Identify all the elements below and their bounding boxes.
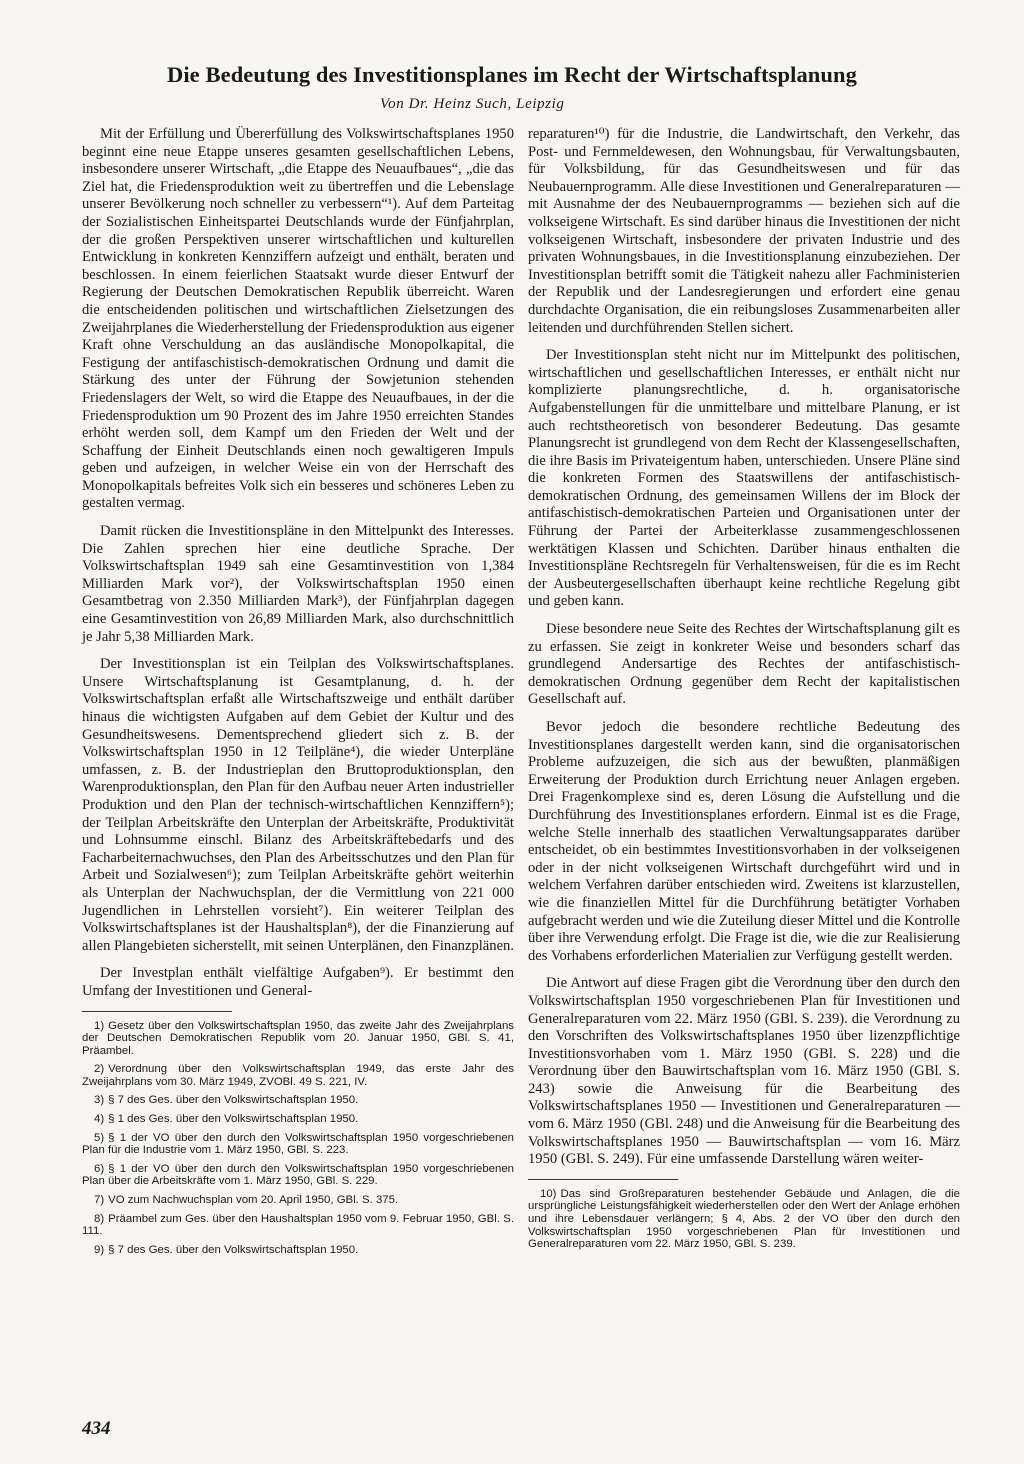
footnote: 9) § 7 des Ges. über den Volkswirtschaftsplan 1950.: [94, 1243, 359, 1256]
article-title: Die Bedeutung des Investitionsplanes im Recht der Wirtschaftsplanung: [166, 62, 857, 87]
footnote-divider: [82, 1011, 232, 1012]
footnote: 5) § 1 der VO über den durch den Volkswirtschaftsplan 1950 vorgeschriebenen Plan für die Industrie vom 1. März 1950, GBl. S. 223.: [82, 1131, 514, 1157]
footnote: 8) Präambel zum Ges. über den Haushaltsplan 1950 vom 9. Februar 1950, GBl. S. 111.: [82, 1212, 514, 1238]
right-column: [528, 126, 960, 1257]
footnote: 3) § 7 des Ges. über den Volkswirtschaftsplan 1950.: [94, 1094, 359, 1107]
paragraph: Damit rücken die Investitionspläne in den Mittelpunkt des Interesses. Die Zahlen sprechen hier eine deutliche Sprache. Der Volkswirtschaftsplan 1949 sah eine Gesamtinvestition von 1,384 Milliarden Mark vor²), der Volkswirtschaftsplan 1950 einen Gesamtbetrag von 2.350 Milliarden Mark³), der Fünfjahrplan dagegen eine Gesamtinvestition von 26,89 Milliarden Mark, also durchschnittlich je Jahr 5,38 Milliarden Mark.: [82, 523, 514, 645]
paragraph: Diese besondere neue Seite des Rechtes der Wirtschaftsplanung gilt es zu erfassen. Sie zeigt in konkreter Weise und besonders scharf das grundlegend Andersartige des Rechtes der antifaschistisch-demokratischen Ordnung gegenüber dem Recht der kapitalistischen Gesellschaft auf.: [528, 621, 960, 708]
footnote: 1) Gesetz über den Volkswirtschaftsplan 1950, das zweite Jahr des Zweijahrplans der Deutschen Demokratischen Republik vom 20. Januar 1950, GBl. S. 41, Präambel.: [82, 1019, 514, 1057]
paragraph: Die Antwort auf diese Fragen gibt die Verordnung über den durch den Volkswirtschaftsplan 1950 vorgeschriebenen Plan für Investitionen und Generalreparaturen vom 22. März 1950 (GBl. S. 239). die Verordnung zu den Vorschriften des Volkswirtschaftsplanes 1950 über lizenzpflichtige Investitionsvorhaben vom 1. März 1950 (GBl. S. 228) und die Verordnung über den Bauwirtschaftsplan vom 16. März 1950 (GBl. S. 243) sowie die Anweisung für die Bearbeitung des Volkswirtschaftsplanes 1950 — Investitionen und Generalreparaturen — vom 6. März 1950 (GBl. 248) und die Anweisung für die Bearbeitung des Volkswirtschaftsplanes 1950 — Bauwirtschaftsplan — vom 16. März 1950 (GBl. S. 249). Für eine umfassende Darstellung wären weiter-: [528, 975, 960, 1168]
footnote: 7) VO zum Nachwuchsplan vom 20. April 1950, GBl. S. 375.: [94, 1194, 399, 1207]
footnote: 2) Verordnung über den Volkswirtschaftsplan 1949, das erste Jahr des Zweijahrplans vom 30. März 1949, ZVOBl. 49 S. 221, IV.: [82, 1063, 514, 1088]
paragraph: Der Investitionsplan steht nicht nur im Mittelpunkt des politischen, wirtschaftlichen und gesellschaftlichen Interesses, er enthält nicht nur komplizierte planungsrechtliche, d. h. organisatorische Aufgabenstellungen für die unmittelbare und mittelbare Planung, er ist auch rechtstheoretisch von besonderer Bedeutung. Das gesamte Planungsrecht ist grundlegend von dem Recht der Klassengesellschaften, die ihre Basis im Privateigentum haben, unterschieden. Unsere Pläne sind die konkreten Formen des Staatswillens der antifaschistisch-demokratischen Ordnung, des gemeinsamen Willens der im Block der antifaschistisch-demokratischen Parteien und Organisationen unter der Führung der Partei der Arbeiterklasse zusammengeschlossenen werktätigen Klassen und Schichten. Darüber hinaus enthalten die Investitionspläne Rechtsregeln für Verhaltensweisen, für die es im Recht der Ausbeutergesellschaften überhaupt keine rechtliche Regelung gibt und geben kann.: [528, 347, 960, 610]
paragraph: Der Investitionsplan ist ein Teilplan des Volkswirtschaftsplanes. Unsere Wirtschaftsplanung ist Gesamtplanung, d. h. der Volkswirtschaftsplan erfaßt alle Wirtschaftszweige und enthält darüber hinaus die wichtigsten Aufgaben auf dem Gebiet der Kultur und des Gesundheitswesens. Dementsprechend gliedert sich z. B. der Volkswirtschaftsplan 1950 in 12 Teilpläne⁴), die wieder Unterpläne umfassen, z. B. der Industrieplan den Bruttoproduktionsplan, den Warenproduktionsplan, den Plan für den Aufbau neuer Arten industrieller Produktion und den Plan der technisch-wirtschaftlichen Kennziffern⁵); der Teilplan Arbeitskräfte den Unterplan der Arbeitskräfte, Produktivität und Lohnsumme einschl. Bilanz des Arbeitskräftebedarfs und des Facharbeiternachwuchses, den Plan des Arbeitsschutzes und den Plan für Arbeit und Sozialwesen⁶); zum Teilplan Arbeitskräfte gehört weiterhin als Unterplan der Nachwuchsplan, der die Vermittlung von 221 000 Jugendlichen in Lehrstellen vorsieht⁷). Ein weiterer Teilplan des Volkswirtschaftsplanes ist der Haushaltsplan⁸), der die Finanzierung auf allen Plangebieten sicherstellt, mit seinen Unterplänen, den Finanzplänen.: [82, 656, 515, 954]
footnotes: [528, 1188, 960, 1251]
paragraph: reparaturen¹⁰) für die Industrie, die Landwirtschaft, den Verkehr, das Post- und Fernmeldewesen, den Wohnungsbau, für Verwaltungsbauten, für Volksbildung, für das Gesundheitswesen und für das Neubauernprogramm. Alle diese Investitionen und Generalreparaturen — mit Ausnahme der des Neubauernprogramms — beziehen sich auf die volkseigene Wirtschaft. Es sind darüber hinaus die Investitionen der nicht volkseigenen Wirtschaft, insbesondere der privaten Industrie und des privaten Wohnungsbaues, in die Investitionsplanung einzubeziehen. Der Investitionsplan betrifft somit die Tätigkeit nahezu aller Fachministerien der Republik und der Landesregierungen und erfordert eine genau durchdachte Organisation, die ein reibungsloses Zusammenarbeiten aller leitenden und durchführenden Stellen sichert.: [528, 126, 960, 336]
footnotes: [82, 1020, 514, 1257]
page-number: 434: [82, 1418, 111, 1439]
paragraph: Bevor jedoch die besondere rechtliche Bedeutung des Investitionsplanes dargestellt werden kann, sind die organisatorischen Probleme aufzuzeigen, die sich aus der bewußten, planmäßigen Erweiterung der Produktion durch Errichtung neuer Anlagen ergeben. Drei Fragenkomplexe sind es, deren Lösung die Aufstellung und die Durchführung des Investitionsplanes erfordern. Einmal ist es die Frage, welche Stelle innerhalb des staatlichen Verwaltungsapparates darüber entscheidet, ob ein bestimmtes Investitionsvorhaben in der volkseigenen oder in der nicht volkseigenen Wirtschaft durchgeführt wird und in welchem Verfahren darüber entschieden wird. Zweitens ist klarzustellen, wie die finanziellen Mittel für die Durchführung betätigter Vorhaben aufgebracht werden und wie die Zuteilung dieser Mittel und die Kontrolle über ihre Verwendung erfolgt. Die Frage ist die, wie die zur Realisierung des Vorhabens erforderlichen Materialien zur Verfügung gestellt werden.: [528, 719, 961, 964]
footnote: 6) § 1 der VO über den durch den Volkswirtschaftsplan 1950 vorgeschriebenen Plan über die Arbeitskräfte vom 1. März 1950, GBl. S. 229.: [82, 1162, 514, 1188]
footnote: 10) Das sind Großreparaturen bestehender Gebäude und Anlagen, die die ursprüngliche Leistungsfähigkeit wiederherstellen oder den Wert der Anlage erhöhen und ihre Lebensdauer verlängern; § 4, Abs. 2 der VO über den durch den Volkswirtschaftsplan 1950 vorgeschriebenen Plan für Investitionen und Generalreparaturen vom 22. März 1950, GBl. S. 239.: [528, 1187, 960, 1251]
paragraph: Der Investplan enthält vielfältige Aufgaben⁹). Er bestimmt den Umfang der Investitionen und General-: [82, 965, 514, 999]
left-column: [82, 126, 514, 1262]
footnote: 4) § 1 des Ges. über den Volkswirtschaftsplan 1950.: [94, 1113, 359, 1126]
footnote-divider: [528, 1179, 678, 1180]
paragraph: Mit der Erfüllung und Übererfüllung des Volkswirtschaftsplanes 1950 beginnt eine neue Etappe unseres gesamten gesellschaftlichen Lebens, insbesondere unserer Wirtschaft, „die Etappe des Neuaufbaues“, „die das Ziel hat, die Friedensproduktion weit zu übertreffen und die Lebenslage unserer Bevölkerung noch schneller zu verbessern“¹). Auf dem Parteitag der Sozialistischen Einheitspartei Deutschlands wurde der Fünfjahrplan, der die großen Perspektiven unserer wirtschaftlichen und kulturellen Entwicklung in konkreten Kennziffern aufzeigt und enthält, beraten und beschlossen. In einem feierlichen Staatsakt wurde dieser Entwurf der Regierung der Deutschen Demokratischen Republik überreicht. Waren die entscheidenden politischen und wirtschaftlichen Zielsetzungen des Zweijahrplanes die Wiederherstellung der Friedensproduktion aus eigener Kraft ohne Verschuldung an das ausländische Monopolkapital, die Festigung der antifaschistisch-demokratischen Ordnung und damit die Stärkung des unter der Führung der Sowjetunion stehenden Friedenslagers der Welt, so wird die Etappe des Neuaufbaues, in der die Friedensproduktion um 90 Prozent des im Jahre 1950 erreichten Standes erhöht werden soll, dem Kampf um den Frieden der Welt und der Schaffung der Einheit Deutschlands einen noch gewaltigeren Impuls geben und aufzeigen, in welcher Weise ein von der Herrschaft des Monopolkapitals befreites Volk sich ein besseres und schöneres Leben zu gestalten vermag.: [82, 126, 514, 512]
article-author: Von Dr. Heinz Such, Leipzig: [380, 96, 565, 112]
